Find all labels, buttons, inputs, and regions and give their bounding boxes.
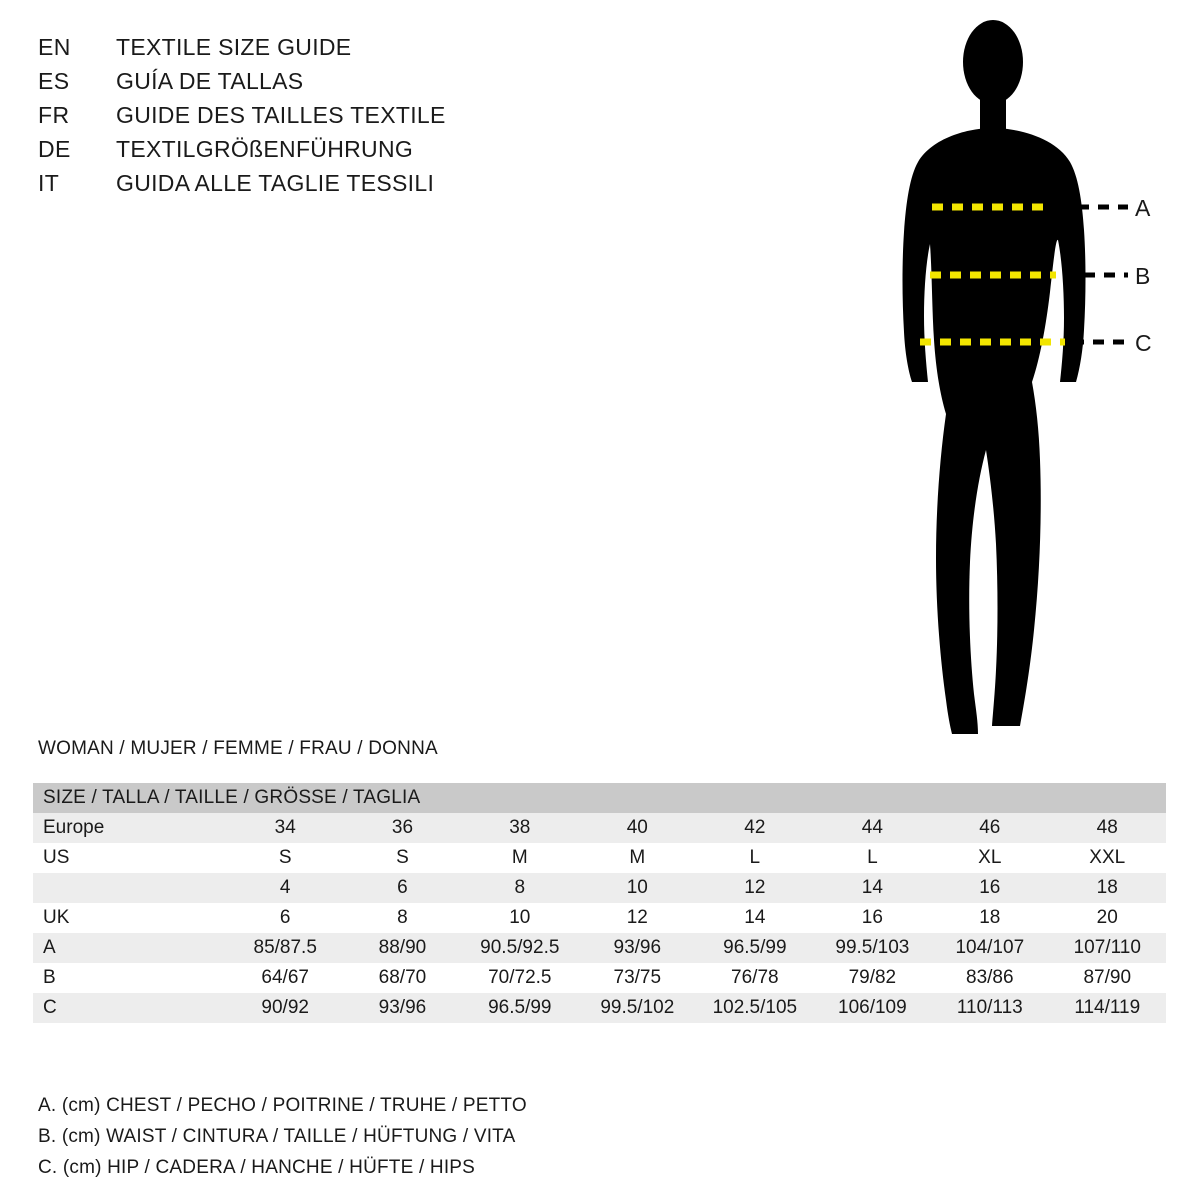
cell: 18 — [1096, 877, 1118, 898]
language-title-block — [38, 30, 658, 200]
row-label: UK — [43, 907, 70, 928]
cell: L — [867, 847, 878, 868]
row-label — [33, 873, 227, 903]
table-header-label: SIZE / TALLA / TAILLE / GRÖSSE / TAGLIA — [43, 787, 421, 808]
table-row — [33, 903, 1166, 933]
title-row — [38, 98, 658, 132]
row-label: A — [43, 937, 56, 958]
title-row — [38, 166, 658, 200]
cell: 10 — [509, 907, 531, 928]
figure-area — [860, 10, 1190, 770]
cell: 12 — [626, 907, 648, 928]
cell: 90/92 — [261, 997, 309, 1018]
cell: 99.5/103 — [835, 937, 910, 958]
footnote-waist: B. (cm) WAIST / CINTURA / TAILLE / HÜFTUNG / VITA — [38, 1126, 516, 1147]
cell: 110/113 — [956, 997, 1023, 1018]
cell: 14 — [744, 907, 766, 928]
cell: 12 — [744, 877, 766, 898]
cell: 85/87.5 — [253, 937, 317, 958]
cell: 36 — [391, 817, 414, 838]
language-title: GUIDA ALLE TAGLIE TESSILI — [116, 170, 435, 196]
cell: 107/110 — [1073, 937, 1141, 958]
title-row — [38, 64, 658, 98]
footnotes — [38, 1090, 938, 1183]
cell: 16 — [979, 877, 1001, 898]
marker-label-b: B — [1135, 263, 1151, 289]
cell: 64/67 — [261, 967, 309, 988]
cell: 44 — [861, 817, 883, 838]
table-header-row — [33, 783, 1166, 813]
cell: 114/119 — [1074, 997, 1141, 1018]
title-row — [38, 30, 658, 64]
cell: 70/72.5 — [488, 967, 552, 988]
table-row — [33, 843, 1166, 873]
cell: 8 — [514, 877, 526, 898]
row-label: Europe — [43, 817, 105, 838]
cell: 102.5/105 — [712, 997, 798, 1018]
cell: 88/90 — [378, 937, 427, 958]
table-row — [33, 993, 1166, 1023]
language-code: DE — [38, 136, 71, 162]
language-title: GUIDE DES TAILLES TEXTILE — [116, 102, 446, 128]
cell: 6 — [279, 907, 291, 928]
cell: 4 — [279, 877, 291, 898]
cell: 40 — [626, 817, 648, 838]
cell: 87/90 — [1083, 967, 1132, 988]
marker-label-a: A — [1135, 195, 1151, 221]
cell: 99.5/102 — [600, 997, 675, 1018]
cell: M — [511, 847, 528, 868]
cell: 96.5/99 — [488, 997, 552, 1018]
cell: 73/75 — [613, 967, 662, 988]
cell: 8 — [397, 907, 408, 928]
cell: 48 — [1096, 817, 1118, 838]
title-row — [38, 132, 658, 166]
cell: 6 — [397, 877, 408, 898]
cell: 14 — [861, 877, 883, 898]
language-code: IT — [38, 170, 60, 196]
row-label: B — [43, 967, 56, 988]
language-code: ES — [38, 68, 70, 94]
cell: 10 — [626, 877, 648, 898]
woman-silhouette-icon — [860, 10, 1190, 770]
language-code: EN — [38, 34, 71, 60]
cell: S — [396, 847, 409, 868]
marker-label-c: C — [1135, 330, 1152, 356]
cell: 46 — [979, 817, 1001, 838]
cell: 38 — [509, 817, 531, 838]
cell: L — [749, 847, 761, 868]
language-title: TEXTILE SIZE GUIDE — [116, 34, 352, 60]
size-table — [33, 783, 1166, 1023]
cell: 104/107 — [955, 937, 1025, 958]
footnote-chest: A. (cm) CHEST / PECHO / POITRINE / TRUHE / PETTO — [38, 1095, 527, 1116]
language-code: FR — [38, 102, 70, 128]
row-label: C — [43, 997, 57, 1018]
cell: XXL — [1089, 847, 1126, 868]
cell: 93/96 — [613, 937, 662, 958]
row-label: US — [43, 847, 70, 868]
table-row — [33, 813, 1166, 843]
cell: M — [629, 847, 646, 868]
cell: 34 — [274, 817, 296, 838]
footnote-hip: C. (cm) HIP / CADERA / HANCHE / HÜFTE / HIPS — [38, 1157, 476, 1178]
cell: 18 — [979, 907, 1001, 928]
cell: 79/82 — [848, 967, 897, 988]
cell: 83/86 — [966, 967, 1014, 988]
table-row — [33, 873, 1166, 903]
cell: 68/70 — [378, 967, 427, 988]
cell: 42 — [744, 817, 766, 838]
table-row — [33, 933, 1166, 963]
cell: 90.5/92.5 — [480, 937, 560, 958]
cell: 93/96 — [378, 997, 427, 1018]
cell: 16 — [861, 907, 883, 928]
section-title: WOMAN / MUJER / FEMME / FRAU / DONNA — [38, 738, 438, 759]
language-title: GUÍA DE TALLAS — [116, 68, 304, 94]
language-title: TEXTILGRÖßENFÜHRUNG — [116, 136, 414, 162]
cell: 20 — [1096, 907, 1118, 928]
cell: 76/78 — [731, 967, 779, 988]
cell: 106/109 — [838, 997, 907, 1018]
table-row — [33, 963, 1166, 993]
cell: XL — [978, 847, 1002, 868]
cell: 96.5/99 — [723, 937, 787, 958]
cell: S — [278, 847, 292, 868]
